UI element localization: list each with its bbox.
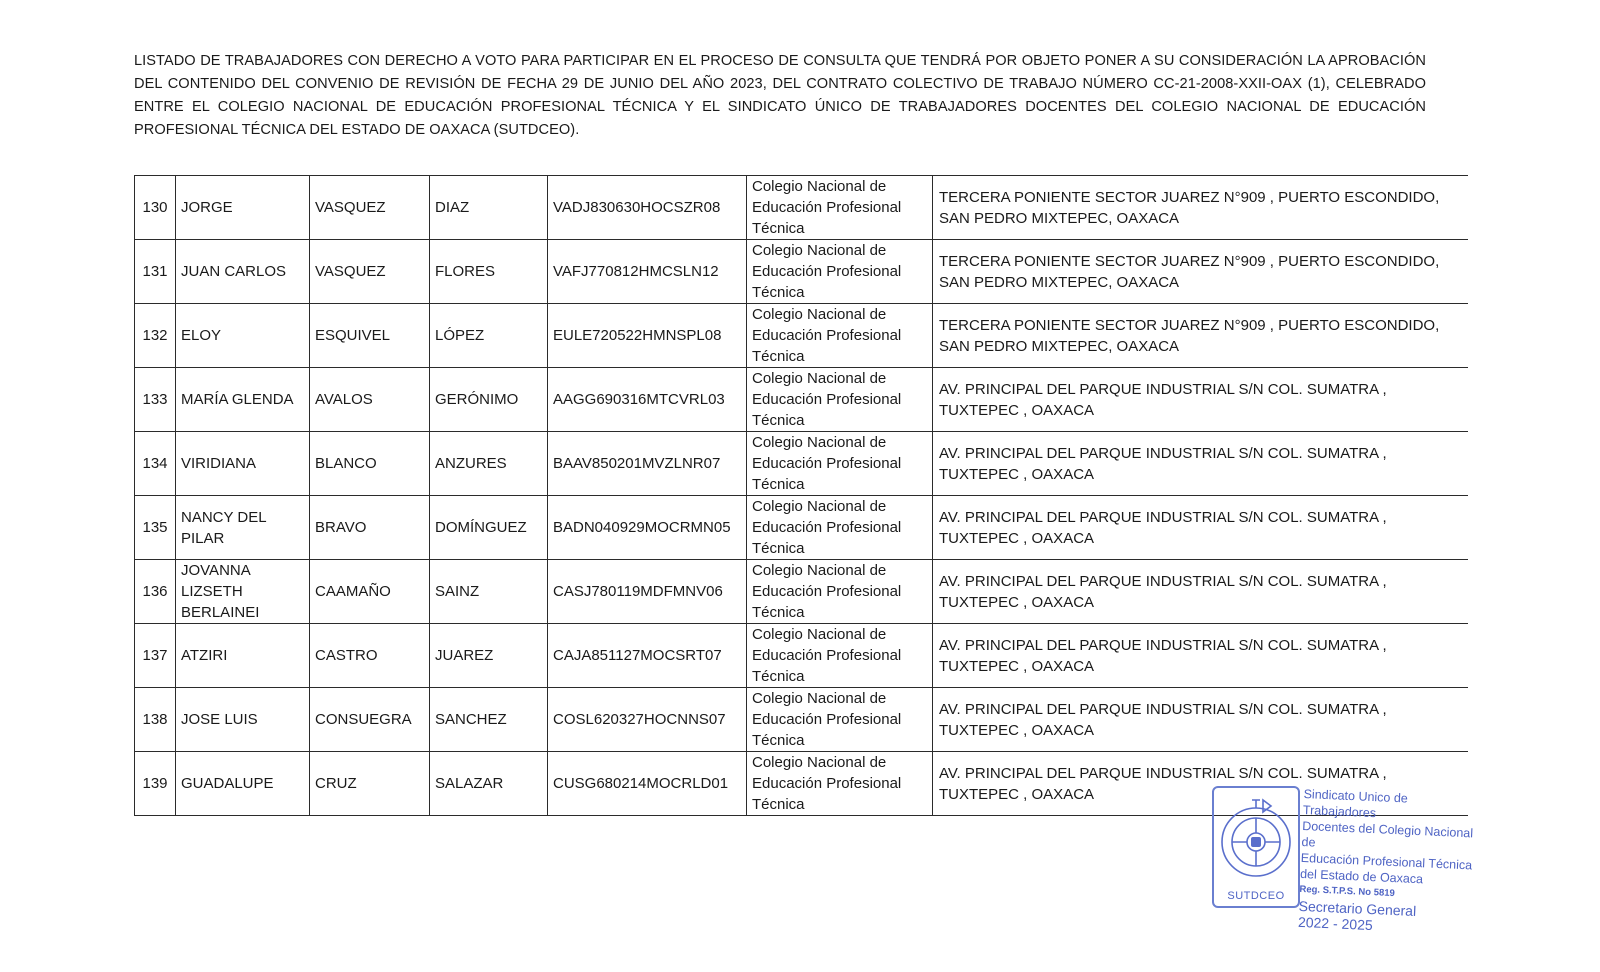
stamp-abbreviation: SUTDCEO: [1227, 890, 1285, 902]
maternal-surname-cell: JUAREZ: [430, 624, 548, 688]
document-heading: LISTADO DE TRABAJADORES CON DERECHO A VOTO PARA PARTICIPAR EN EL PROCESO DE CONSULTA QUE TENDRÁ POR OBJETO PONER A SU CONSIDERACIÓN LA APROBACIÓN DEL CONTENIDO DEL CONVENIO DE REVISIÓN DE FECHA 29 DE JUNIO DEL AÑO 2023, DEL CONTRATO COLECTIVO DE TRABAJO NÚMERO CC-21-2008-XXII-OAX (1), CELEBRADO ENTRE EL COLEGIO NACIONAL DE EDUCACIÓN PROFESIONAL TÉCNICA Y EL SINDICATO ÚNICO DE TRABAJADORES DOCENTES DEL COLEGIO NACIONAL DE EDUCACIÓN PROFESIONAL TÉCNICA DEL ESTADO DE OAXACA (SUTDCEO).: [134, 53, 1426, 138]
first-name-cell: VIRIDIANA: [176, 432, 310, 496]
first-name-cell: ATZIRI: [176, 624, 310, 688]
paternal-surname-cell: VASQUEZ: [310, 240, 430, 304]
workers-table-body: [135, 176, 1468, 816]
paternal-surname-cell: AVALOS: [310, 368, 430, 432]
stamp-period: 2022 - 2025: [1297, 913, 1374, 934]
institution-cell: Colegio Nacional de Educación Profesional Técnica: [747, 176, 933, 240]
paternal-surname-cell: BLANCO: [310, 432, 430, 496]
curp-code-cell: VADJ830630HOCSZR08: [548, 176, 747, 240]
row-number-cell: 133: [135, 368, 176, 432]
curp-code-cell: COSL620327HOCNNS07: [548, 688, 747, 752]
table-row: [135, 688, 1468, 752]
curp-code-cell: BADN040929MOCRMN05: [548, 496, 747, 560]
paternal-surname-cell: CAAMAÑO: [310, 560, 430, 624]
stamp-line-4: del Estado de Oaxaca: [1299, 866, 1424, 887]
row-number-cell: 134: [135, 432, 176, 496]
table-row: [135, 624, 1468, 688]
institution-cell: Colegio Nacional de Educación Profesional Técnica: [747, 688, 933, 752]
paternal-surname-cell: BRAVO: [310, 496, 430, 560]
address-cell: AV. PRINCIPAL DEL PARQUE INDUSTRIAL S/N COL. SUMATRA , TUXTEPEC , OAXACA: [933, 496, 1468, 560]
institution-cell: Colegio Nacional de Educación Profesional Técnica: [747, 304, 933, 368]
first-name-cell: ELOY: [176, 304, 310, 368]
institution-cell: Colegio Nacional de Educación Profesional Técnica: [747, 432, 933, 496]
first-name-cell: JOSE LUIS: [176, 688, 310, 752]
address-cell: AV. PRINCIPAL DEL PARQUE INDUSTRIAL S/N COL. SUMATRA , TUXTEPEC , OAXACA: [933, 688, 1468, 752]
maternal-surname-cell: GERÓNIMO: [430, 368, 548, 432]
institution-cell: Colegio Nacional de Educación Profesional Técnica: [747, 624, 933, 688]
paternal-surname-cell: CASTRO: [310, 624, 430, 688]
address-cell: AV. PRINCIPAL DEL PARQUE INDUSTRIAL S/N COL. SUMATRA , TUXTEPEC , OAXACA: [933, 624, 1468, 688]
row-number-cell: 138: [135, 688, 176, 752]
maternal-surname-cell: SALAZAR: [430, 752, 548, 816]
maternal-surname-cell: LÓPEZ: [430, 304, 548, 368]
workers-table: [134, 175, 1468, 816]
stamp-registration: Reg. S.T.P.S. No 5819: [1299, 883, 1396, 900]
maternal-surname-cell: FLORES: [430, 240, 548, 304]
curp-code-cell: BAAV850201MVZLNR07: [548, 432, 747, 496]
institution-cell: Colegio Nacional de Educación Profesional Técnica: [747, 560, 933, 624]
institution-cell: Colegio Nacional de Educación Profesional Técnica: [747, 752, 933, 816]
stamp-position: Secretario General: [1298, 897, 1417, 920]
stamp-line-1: Sindicato Unico de Trabajadores: [1302, 786, 1409, 821]
row-number-cell: 136: [135, 560, 176, 624]
row-number-cell: 139: [135, 752, 176, 816]
row-number-cell: 137: [135, 624, 176, 688]
stamp-line-3: Educación Profesional Técnica: [1300, 850, 1473, 873]
paternal-surname-cell: ESQUIVEL: [310, 304, 430, 368]
curp-code-cell: AAGG690316MTCVRL03: [548, 368, 747, 432]
address-cell: TERCERA PONIENTE SECTOR JUAREZ N°909 , PUERTO ESCONDIDO, SAN PEDRO MIXTEPEC, OAXACA: [933, 176, 1468, 240]
address-cell: AV. PRINCIPAL DEL PARQUE INDUSTRIAL S/N COL. SUMATRA , TUXTEPEC , OAXACA: [933, 560, 1468, 624]
stamp-line-2: Docentes del Colegio Nacional de: [1301, 818, 1474, 850]
address-cell: AV. PRINCIPAL DEL PARQUE INDUSTRIAL S/N COL. SUMATRA , TUXTEPEC , OAXACA: [933, 432, 1468, 496]
paternal-surname-cell: CONSUEGRA: [310, 688, 430, 752]
maternal-surname-cell: DOMÍNGUEZ: [430, 496, 548, 560]
table-row: [135, 240, 1468, 304]
maternal-surname-cell: SANCHEZ: [430, 688, 548, 752]
maternal-surname-cell: ANZURES: [430, 432, 548, 496]
address-cell: AV. PRINCIPAL DEL PARQUE INDUSTRIAL S/N COL. SUMATRA , TUXTEPEC , OAXACA: [933, 752, 1468, 816]
institution-cell: Colegio Nacional de Educación Profesional Técnica: [747, 496, 933, 560]
row-number-cell: 135: [135, 496, 176, 560]
stamp-text: [1298, 786, 1480, 938]
address-cell: TERCERA PONIENTE SECTOR JUAREZ N°909 , PUERTO ESCONDIDO, SAN PEDRO MIXTEPEC, OAXACA: [933, 240, 1468, 304]
curp-code-cell: CAJA851127MOCSRT07: [548, 624, 747, 688]
row-number-cell: 132: [135, 304, 176, 368]
stamp-seal-frame: [1212, 786, 1300, 908]
institution-cell: Colegio Nacional de Educación Profesional Técnica: [747, 240, 933, 304]
maternal-surname-cell: SAINZ: [430, 560, 548, 624]
curp-code-cell: EULE720522HMNSPL08: [548, 304, 747, 368]
table-row: [135, 496, 1468, 560]
address-cell: TERCERA PONIENTE SECTOR JUAREZ N°909 , PUERTO ESCONDIDO, SAN PEDRO MIXTEPEC, OAXACA: [933, 304, 1468, 368]
first-name-cell: JORGE: [176, 176, 310, 240]
institution-cell: Colegio Nacional de Educación Profesional Técnica: [747, 368, 933, 432]
first-name-cell: GUADALUPE: [176, 752, 310, 816]
first-name-cell: JUAN CARLOS: [176, 240, 310, 304]
union-seal-icon: [1218, 796, 1294, 882]
curp-code-cell: VAFJ770812HMCSLN12: [548, 240, 747, 304]
address-cell: AV. PRINCIPAL DEL PARQUE INDUSTRIAL S/N COL. SUMATRA , TUXTEPEC , OAXACA: [933, 368, 1468, 432]
table-row: [135, 176, 1468, 240]
paternal-surname-cell: CRUZ: [310, 752, 430, 816]
curp-code-cell: CUSG680214MOCRLD01: [548, 752, 747, 816]
union-stamp: [1212, 782, 1474, 934]
table-row: [135, 560, 1468, 624]
table-row: [135, 368, 1468, 432]
maternal-surname-cell: DIAZ: [430, 176, 548, 240]
row-number-cell: 131: [135, 240, 176, 304]
first-name-cell: JOVANNA LIZSETH BERLAINEI: [176, 560, 310, 624]
first-name-cell: MARÍA GLENDA: [176, 368, 310, 432]
first-name-cell: NANCY DEL PILAR: [176, 496, 310, 560]
curp-code-cell: CASJ780119MDFMNV06: [548, 560, 747, 624]
table-row: [135, 304, 1468, 368]
row-number-cell: 130: [135, 176, 176, 240]
table-row: [135, 432, 1468, 496]
paternal-surname-cell: VASQUEZ: [310, 176, 430, 240]
